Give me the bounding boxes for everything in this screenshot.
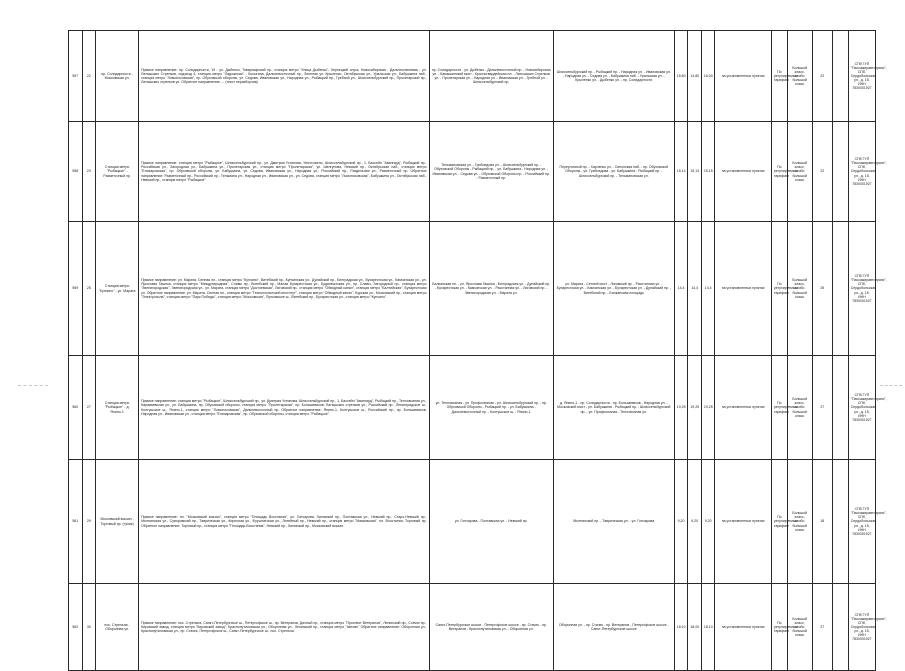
reg-number-cell: 558: [69, 122, 83, 222]
vehicle-count-cell: 25: [812, 222, 832, 356]
length-reverse-cell: 9,20: [701, 460, 715, 584]
fare-type-cell: По регулируемым тарифам: [771, 222, 787, 356]
route-name-cell: Московский вокзал - Торговый пр. (тупик): [96, 460, 139, 584]
vehicle-class-cell: Большой класс, особо большой класс: [787, 584, 812, 671]
carrier-cell: СПб ГУП "Пассажиравтотранс", СПб, Сердобольская ул., д. 15, ИНН 7830001927: [848, 584, 875, 671]
vehicle-class-cell: Большой класс, особо большой класс: [787, 222, 812, 356]
reg-number-cell: 560: [69, 356, 83, 460]
route-number-cell: 29: [82, 460, 96, 584]
route-path-cell: Прямое направление: станция метро "Рыбацкое", Шлиссельбургский пр., ул. Дмитрия Устинова, Уничтожено, Шлиссельбургский пр., 1, Бассейн "Авангард", Рыбацкий пр., Российская ул., Загородная ул., Бабушкина ул., Пролетарская ул., станция метро "Пролетарская", ул. Шелгунова, Невский пр., Октябрьская наб., станция метро "Елизаровская", пр. Обуховской обороны, ул. Бабушкина, ул. Седова, Ивановская ул., Народная ул., Российский пр., Раздельная ул., Разметочный пр. Обратное направление: Разметочный пр., Российский пр., Тельмана ул., Народная ул., Ивановская ул., ул. Седова, станция метро "Ломоносовская", Бабушкина ул., Октябрьская наб., Невский пр., станция метро "Рыбацкое": [139, 122, 429, 222]
reg-number-cell: 557: [69, 31, 83, 122]
start-date-cell: [832, 584, 848, 671]
route-name-cell: Станция метро "Купчино" - ул. Марата: [96, 222, 139, 356]
length-direct-cell: 19,25: [688, 356, 702, 460]
fare-type-cell: По регулируемым тарифам: [771, 356, 787, 460]
length-reverse-cell: 14,4: [701, 222, 715, 356]
route-path-cell: Прямое направление: пос. Стрельна, Санкт-Петербургское ш., Петергофское ш., пр. Ветеранов, Дачный пр., станция метро "Проспект Ветеранов", Ленинский пр., Стачек пр., Кировский завод, станция метро "Кировский завод", Краснопутиловская ул., Оборонная ул., Ленинский пр., станция метро "Автово" Обратное направление: Оборонная ул., Краснопутиловская ул., пр. Стачек, Петергофское ш., Санкт-Петербургское ш., пос. Стрельна.: [139, 584, 429, 671]
reg-number-cell: 562: [69, 584, 83, 671]
start-date-cell: [832, 122, 848, 222]
table-row: [69, 356, 876, 460]
length-direct-cell: 14,4: [688, 222, 702, 356]
stops-direct-cell: Тельмановская ул. - Грибоедова ул. - Шлиссельбургский пр. - Обуховской Обороны - Рыбацкий пр. - ул. Бабушкина - Народная ул. - Ивановская ул. - Седова ул. - Обуховской Обороны пр. - Российский пр. - Разметочный пр.: [429, 122, 553, 222]
stops-direct-cell: ул. Гончарова - Полтавская ул. - Невский пр.: [429, 460, 553, 584]
table-row: [69, 460, 876, 584]
length-reverse-cell: 19,25: [701, 356, 715, 460]
stops-reverse-cell: Мытнинский пр. - Таврическая ул. - ул. Гончарова: [553, 460, 674, 584]
stops-direct-cell: пр. Солидарности - ул. Дыбенко - Дальневосточный пр. - Новосибирская ул. - Камышинский мост - Красногвардейская пл. - Латышских Стрелков ул. - Пролетарская ул. - Народная ул. - Ивановская ул. - Гребной ул. - Шлиссельбургский пр.: [429, 31, 553, 122]
start-date-cell: [832, 460, 848, 584]
length-total-cell: 19,25: [674, 356, 688, 460]
length-direct-cell: 9,20: [688, 460, 702, 584]
carrier-cell: СПб ГУП "Пассажиравтотранс", СПб, Сердобольская ул., д. 15, ИНН 7830001927: [848, 356, 875, 460]
vehicle-count-cell: 22: [812, 31, 832, 122]
route-number-cell: 30: [82, 584, 96, 671]
stops-reverse-cell: ул. Марата - Сенной мост - Лиговский пр. - Расстанная ул. - Бухарестская ул. - Камчатская ул. - Бухарестская ул. - Дунайский пр. - Витебский пр. - Балканская площадь: [553, 222, 674, 356]
length-direct-cell: 15,13: [688, 122, 702, 222]
vehicle-class-cell: Большой класс, особо большой класс: [787, 356, 812, 460]
stops-reverse-cell: Оборонная ул. - пр. Стачек - пр. Ветеранов - Петергофское шоссе - Санкт-Петербургское шоссе: [553, 584, 674, 671]
route-number-cell: 25: [82, 222, 96, 356]
table-row: [69, 584, 876, 671]
length-reverse-cell: 16,00: [701, 31, 715, 122]
vehicle-class-cell: Большой класс, особо большой класс: [787, 31, 812, 122]
scan-margin-mark-left: [18, 385, 48, 386]
route-path-cell: Прямое направление: пл. "Московский вокзал", станция метро "Площадь Восстания", ул. Гончарова, Лиговский пр., Полтавская ул., Невский пр., Старо-Невский пр., Мытнинская ул., Суворовский пр., Таврическая ул., Кирочная ул., Фурштатская ул., Литейный пр., Невский пр., станция метро "Маяковская", пл. Восстания, Торговый пр. Обратное направление: Торговый пр., станция метро "Площадь Восстания", Невский пр., Лиговский пр., Московский вокзал.: [139, 460, 429, 584]
length-total-cell: 15,80: [674, 31, 688, 122]
vehicle-count-cell: 27: [812, 356, 832, 460]
fare-type-cell: По регулируемым тарифам: [771, 31, 787, 122]
route-path-cell: Прямое направление: ул. Марата, Сенная пл., станция метро "Купчино", Витебский пр., Купчинская ул., Дунайский пр., Белградская ул., Бухарестская ул., Камчатская ул., ул. Ярослава Гашека, станция метро "Международная", Славы пр., Витебский пр., Малая Бухарестская ул., Будапештская ул., пр. Славы, Загородный пр., станция метро "Звенигородская", Звенигородская ул., ул. Марата, станция метро "Достоевская", Лиговский пр., станция метро "Обводный канал", станция метро "Балтийская", Бухарестская ул. Обратное направление: ул. Марата, Сенная пл., станция метро "Технологический институт", станция метро "Обводный канал", Курская ул., Московский пр., станция метро "Электросила", станция метро "Парк Победы", станция метро "Московская", Пулковское ш., Витебский пр., Бухарестская ул., станция метро "Купчино".: [139, 222, 429, 356]
stops-reverse-cell: Переулочный пр. - Харченко ул. - Синопская наб. - пр. Обуховской Обороны - ул. Грибоедова - ул. Бабушкина - Рыбацкий пр. - Шлиссельбургский пр. - Тельмановская ул.: [553, 122, 674, 222]
table-row: [69, 222, 876, 356]
stops-direct-cell: Балканская пл. - ул. Ярослава Гашека - Белградская ул. - Дунайский пр. - Бухарестская ул. - Камчатская ул. - Расстанная ул. - Лиговский пр. - Звенигородская ул. - Марата ул.: [429, 222, 553, 356]
length-total-cell: 15,14: [674, 122, 688, 222]
reg-number-cell: 561: [69, 460, 83, 584]
length-total-cell: 9,20: [674, 460, 688, 584]
scan-margin-mark-right: [880, 385, 902, 386]
carrier-cell: СПб ГУП "Пассажиравтотранс", СПб, Сердобольская ул., д. 15, ИНН 7830001927: [848, 122, 875, 222]
route-number-cell: 27: [82, 356, 96, 460]
route-name-cell: пр. Солидарности - Московская ул.: [96, 31, 139, 122]
table-row: [69, 31, 876, 122]
route-name-cell: Станция метро "Рыбацкое" - д. Янино-1: [96, 356, 139, 460]
stops-reverse-cell: д. Янино-1 - пр. Солидарности - пр. Большевиков - Народная ул. - Московский мост - ул. Бабушкина - Рыбацкий пр. - Шлиссельбургский пр. - ул. Профсоюзная - Тепловозная ул.: [553, 356, 674, 460]
stop-rule-cell: на установленных пунктах: [715, 222, 772, 356]
length-total-cell: 18,10: [674, 584, 688, 671]
carrier-cell: СПб ГУП "Пассажиравтотранс", СПб, Сердобольская ул., д. 15, ИНН 7830001927: [848, 460, 875, 584]
length-reverse-cell: 18,10: [701, 584, 715, 671]
stops-direct-cell: Санкт-Петербургское шоссе - Петергофское шоссе - пр. Стачек - пр. Ветеранов - Краснопутиловская ул. - Оборонная ул.: [429, 584, 553, 671]
vehicle-count-cell: 27: [812, 584, 832, 671]
length-direct-cell: 14,80: [688, 31, 702, 122]
stop-rule-cell: на установленных пунктах: [715, 122, 772, 222]
length-reverse-cell: 15,15: [701, 122, 715, 222]
stop-rule-cell: на установленных пунктах: [715, 31, 772, 122]
route-number-cell: 22: [82, 31, 96, 122]
route-name-cell: пос. Стрельна - Оборонная ул.: [96, 584, 139, 671]
carrier-cell: СПб ГУП "Пассажиравтотранс", СПб, Сердобольская ул., д. 15, ИНН 7830001927: [848, 222, 875, 356]
route-register-table: [68, 30, 887, 671]
start-date-cell: [832, 356, 848, 460]
vehicle-class-cell: Большой класс, особо большой класс: [787, 460, 812, 584]
stops-direct-cell: ул. Тепловозная - ул. Профсоюзная - ул. Шлиссельбургский пр. - пр. Обуховской Обороны - Рыбацкий пр. - ул. Бабушкина - Дальневосточный пр. - Колтушское ш. - Янино-1: [429, 356, 553, 460]
vehicle-count-cell: 18: [812, 460, 832, 584]
length-total-cell: 14,4: [674, 222, 688, 356]
length-direct-cell: 18,00: [688, 584, 702, 671]
start-date-cell: [832, 31, 848, 122]
reg-number-cell: 559: [69, 222, 83, 356]
vehicle-count-cell: 22: [812, 122, 832, 222]
stop-rule-cell: на установленных пунктах: [715, 460, 772, 584]
stops-reverse-cell: Шлиссельбургский пр. - Рыбацкий пр. - Народная ул. - Ивановская ул. - Народная ул. - Седова ул. - Бабушкина наб. - Уральская ул. - Крыленко ул. - Дыбенко ул. - пр. Солидарности: [553, 31, 674, 122]
stop-rule-cell: на установленных пунктах: [715, 584, 772, 671]
route-number-cell: 23: [82, 122, 96, 222]
route-path-cell: Прямое направление: пр. Солидарности, 19 - ул. Дыбенко, Товарищеский пр., станция метро "Улица Дыбенко", Чернецкий спуск, Новосибирская - Дальнеключевая - ул. Латышских Стрелков, подъезд 4, станция метро "Ладожская"... Косыгина, Дальневосточный пр., Зеленая ул. Крыленко, Октябрьская ул., Уральская ул., Бабушкина наб., станция метро "Ломоносовская", пр. Обуховской обороны, ул. Седова, Ивановская ул., Народная ул., Рыбацкий пр., Гребной ул., Шлиссельбургский пр., Пролетарский пр., Латышских стрелков ул. Обратное направление: ... (текст неразборчив): [139, 31, 429, 122]
route-path-cell: Прямое направление: станция метро "Рыбацкое", Шлиссельбургский пр., ул. Дмитрия Устинова, Шлиссельбургский пр., 1, Бассейн "Авангард", Рыбацкий пр., Тепловозная ул., Караваевская ул., ул. Бабушкина, пр. Обуховской обороны, станция метро "Пролетарская", пр. Большевиков, Латышских стрелков ул., Российский пр., Ленинградское ш., Колтушское ш., Янино-1, станция метро "Ломоносовская", Дальневосточный пр. Обратное направление: Янино-1, Колтушское ш., Российский пр., пр. Большевиков, Народная ул., Ивановская ул., станция метро "Елизаровская", пр. Обуховской обороны, станция метро "Рыбацкое".: [139, 356, 429, 460]
fare-type-cell: По регулируемым тарифам: [771, 122, 787, 222]
fare-type-cell: По регулируемым тарифам: [771, 460, 787, 584]
carrier-cell: СПб ГУП "Пассажиравтотранс", СПб, Сердобольская ул., д. 15, ИНН 7830001927: [848, 31, 875, 122]
fare-type-cell: По регулируемым тарифам: [771, 584, 787, 671]
start-date-cell: [832, 222, 848, 356]
stop-rule-cell: на установленных пунктах: [715, 356, 772, 460]
vehicle-class-cell: Большой класс, особо большой класс: [787, 122, 812, 222]
table-row: [69, 122, 876, 222]
route-name-cell: Станция метро "Рыбацкое" - Разметочный пр.: [96, 122, 139, 222]
